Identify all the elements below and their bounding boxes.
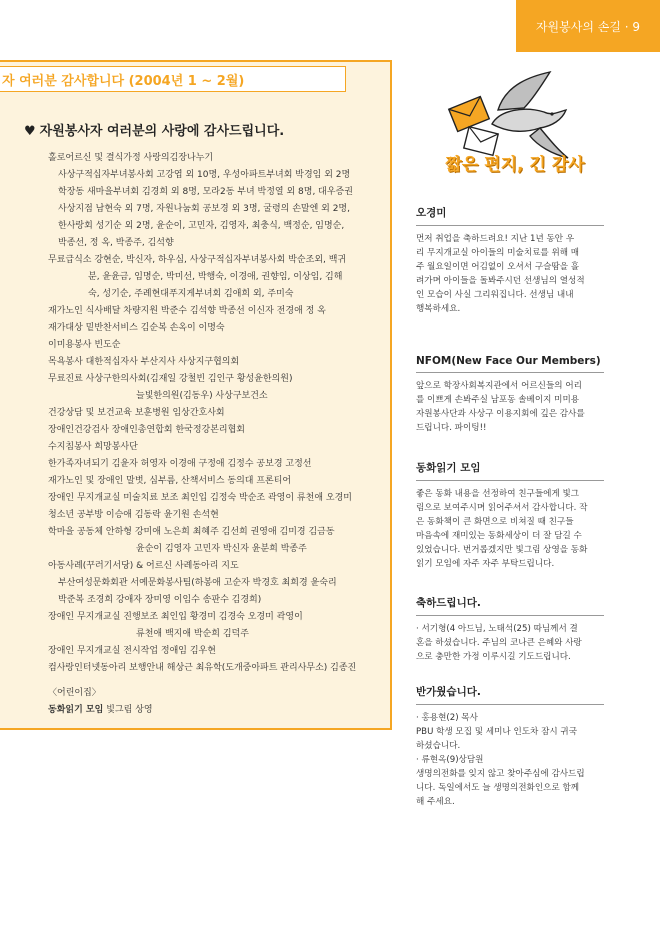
letter-recipient: 축하드립니다. [416,597,481,609]
thanks-heading [24,120,284,139]
letter-line: 하셨습니다. [416,741,461,751]
letter-line: 은 동화책이 큰 화면으로 비쳐질 때 친구들 [416,517,574,527]
thanks-line: 사상구적십자부녀봉사회 고강엽 외 10명, 우성아파트부녀회 박경임 외 2명 [58,170,351,180]
thanks-line: 늘빛한의원(김동우) 사상구보건소 [136,391,268,401]
thanks-line: 분, 윤윤금, 임명순, 박미선, 박행숙, 이경애, 권향임, 이상임, 김해 [88,272,343,282]
thanks-line: 장애인 무지개교실 전시작업 정애임 김우현 [48,646,216,656]
feature-title: 짧은 편지, 긴 감사 [445,155,585,175]
letter-line: 읽기 모임에 자주 자주 부탁드립니다. [416,559,555,569]
letter-line: 를 이쁘게 손봐주실 남포동 솔베이지 미미용 [416,395,580,405]
letter-nfom [416,355,604,435]
banner-title: 자 여러분 감사합니다 (2004년 1 ~ 2월) [2,73,245,89]
letter-body [416,232,604,316]
letter-line: 려가며 아이들을 돌봐주시던 선생님의 열성적 [416,276,585,286]
thanks-line: 장애인건강검사 장애인총연합회 한국정강본리협회 [48,425,245,435]
thanks-line: 장애인 무지개교실 미술치료 보조 최인입 김정숙 박순조 곽영이 류천애 오경미 [48,493,352,503]
letter-line: 드립니다. 파이팅!! [416,423,487,433]
bird-icon [492,72,568,158]
letter-line: PBU 학생 모집 및 세미나 인도차 잠시 귀국 [416,727,578,737]
thanks-line: 재가대상 밑반찬서비스 김순복 손옥이 이명숙 [48,323,225,333]
letter-storytelling-group [416,460,604,571]
letter-recipient: 동화읽기 모임 [416,462,481,474]
letter-line: 혼을 하셨습니다. 주님의 코나큰 은혜와 사랑 [416,638,582,648]
thanks-line: 사상지점 남현숙 외 7명, 자원나눔회 공보경 외 3명, 굴령의 손말엔 외 2명, [58,204,350,214]
thanks-line: 컴사랑인터넷동아리 보행안내 해상근 최유학(도개중아파트 관리사무소) 김종진 [48,663,357,673]
thanks-line: 류천애 백지애 박순희 김덕주 [136,629,249,639]
letter-line: 먼저 취업을 축하드려요! 지난 1년 동안 우 [416,234,575,244]
letter-body [416,711,604,809]
thanks-line: 〈어린이집〉 [48,688,101,698]
thanks-line: 무료급식소 강현순, 박신자, 하우심, 사상구적십자부녀봉사회 박순조외, 백귀 [48,255,347,265]
letter-body [416,622,604,664]
thanks-line: 이미용봉사 빈도순 [48,340,121,350]
letter-line: 마음속에 재미있는 동화세상이 더 잘 담길 수 [416,531,582,541]
letter-recipient: 반가웠습니다. [416,686,481,698]
letter-recipient: NFOM(New Face Our Members) [416,355,601,367]
thanks-line: 홀로어르신 및 결식가정 사랑의김장나누기 [48,153,214,163]
thanks-line: 학장동 새마을부녀회 김경희 외 8명, 모라2동 부녀 박정열 외 8명, 대우증권 [58,187,353,197]
section-divider [416,225,604,226]
thanks-line: 목욕봉사 대한적십자사 부산지사 사상지구협의회 [48,357,240,367]
letter-line: 앞으로 학장사회복지관에서 어르신들의 어리 [416,381,582,391]
letter-line: 으로 충만한 가정 이루시길 기도드립니다. [416,652,571,662]
thanks-line: 수지침봉사 희망봉사단 [48,442,138,452]
thanks-line: 숙, 성기순, 주례현대푸지게부녀회 김애희 외, 주미숙 [88,289,294,299]
section-divider [416,480,604,481]
letter-congratulations [416,595,604,664]
letter-line: 인 모습이 사실 그리워집니다. 선생님 내내 [416,290,574,300]
thanks-line: 윤순이 김영자 고민자 박신자 윤분희 박종주 [136,544,307,554]
letter-recipient: 오경미 [416,207,447,219]
header-label: 자원봉사의 손길 · 9 [535,19,641,34]
letter-line: 좋은 동화 내용을 선정하여 친구들에게 빛그 [416,489,580,499]
thanks-line: 학마을 공동체 안하형 강미애 노은희 최혜주 김선희 권영애 김미경 김금동 [48,527,335,537]
letter-oh-gyeongmi [416,205,604,316]
thanks-line: 아동사례(꾸러기서당) & 어르신 사례동아리 지도 [48,561,239,571]
letter-line: · 서기형(4 아드님, 노태석(25) 따님께서 결 [416,624,578,634]
thanks-banner [0,66,346,92]
letter-line: 해 주세요. [416,797,455,807]
letter-line: 림으로 보여주시며 읽어주셔서 감사합니다. 작 [416,503,588,513]
letter-line: · 홍용현(2) 목사 [416,713,478,723]
thanks-line: 한사랑회 성기순 외 2명, 윤순이, 고민자, 김영자, 최충식, 백정순, 임명순, [58,221,345,231]
section-divider [416,615,604,616]
thanks-line: 무료진료 사상구한의사회(김재일 강철빈 김인구 황성윤한의원) [48,374,293,384]
letter-body [416,487,604,571]
section-divider [416,704,604,705]
thanks-line: 건강상담 및 보건교육 보훈병원 임상간호사회 [48,408,225,418]
letter-body [416,379,604,435]
thanks-line: 재가노인 및 장애인 말벗, 심부름, 산책서비스 동의대 프론티어 [48,476,292,486]
thanks-line: 박종선, 정 옥, 박종주, 김석향 [58,238,174,248]
heart-icon: ♥ [24,124,36,139]
letter-line: 자원봉사단과 사상구 이용지회에 깊은 감사를 [416,409,585,419]
thanks-heading-text: 자원봉사자 여러분의 사랑에 감사드립니다. [39,124,285,139]
thanks-line: 재가노인 식사배달 차량지원 박준수 김석향 박종선 이신자 전경애 정 옥 [48,306,326,316]
section-divider [416,372,604,373]
thanks-line [48,702,380,719]
thanks-line: 장애인 무지개교실 진행보조 최인입 황경미 김경숙 오경미 곽영이 [48,612,303,622]
thanks-line-label: 동화읽기 모임 [48,705,104,715]
thanks-line-value: 빛그림 상영 [106,705,153,715]
thanks-line: 박준복 조경희 강애자 장미영 이임수 송판수 김경희) [58,595,262,605]
letter-line: 리 무지개교실 아이들의 미술치료를 위해 매 [416,248,580,258]
thanks-list [48,150,380,719]
page-header-tab [516,0,660,52]
thanks-line: 청소년 공부방 이승애 김동락 윤기원 손석현 [48,510,219,520]
thanks-line: 부산여성문화회관 서예문화봉사팀(하봉애 고순자 박경호 최희경 윤숙리 [58,578,337,588]
letter-line: · 류현옥(9)상담원 [416,755,484,765]
thanks-line: 한가족자녀되기 김윤자 허영자 이경애 구정애 김정수 공보경 고정선 [48,459,312,469]
letter-welcome [416,684,604,809]
letter-line: 주 월요일이면 어김없이 오셔서 구슬땀을 흘 [416,262,580,272]
letter-line: 행복하세요. [416,304,461,314]
letter-line: 니다. 독일에서도 늘 생명의전화인으로 함께 [416,783,580,793]
letter-line: 생명의전화를 잊지 않고 찾아주심에 감사드립 [416,769,585,779]
letter-line: 있었습니다. 번거롭겠지만 빛그림 상영을 동화 [416,545,588,555]
